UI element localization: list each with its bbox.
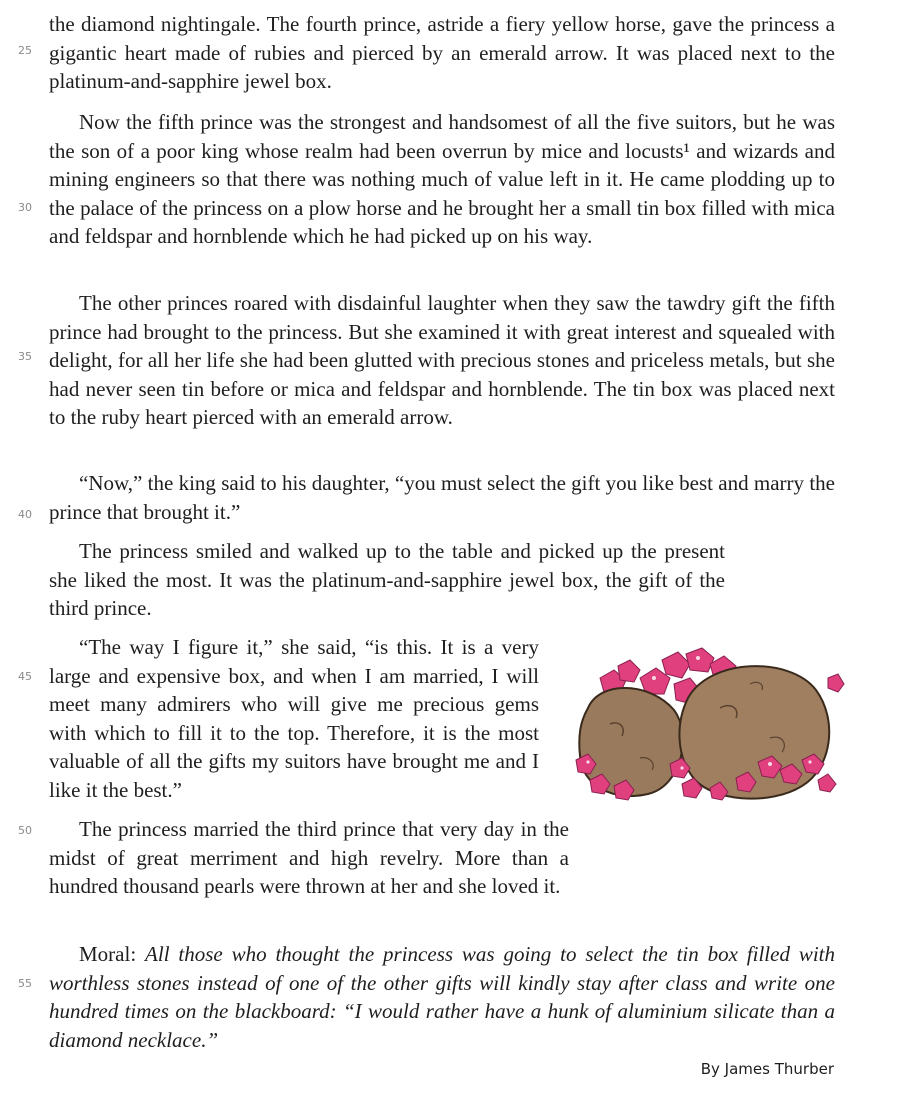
large-potato-rock: [679, 666, 829, 799]
line-number-40: 40: [18, 508, 32, 521]
line-number-50: 50: [18, 824, 32, 837]
paragraph-2: Now the fifth prince was the strongest and handsomest of all the five suitors, but he was the son of a poor king whose realm had been overrun by mice and locusts¹ and wizards and mining engineers so that there was nothing much of value left in it. He came plodding up to the palace of the princess on a plow horse and he brought her a small tin box filled with mica and feldspar and hornblende which he had picked up on his way.: [49, 110, 835, 249]
paragraph-7: The princess married the third prince that very day in the midst of great merriment and high revelry. More than a hundred thousand pearls were thrown at her and she loved it.: [49, 817, 569, 899]
moral-paragraph: [49, 940, 835, 1054]
paragraph-4: “Now,” the king said to his daughter, “you must select the gift you like best and marry the prince that brought it.”: [49, 471, 835, 524]
rocks-and-rubies-illustration: [570, 638, 846, 814]
moral-label: Moral:: [79, 942, 137, 966]
paragraph-3: The other princes roared with disdainful laughter when they saw the tawdry gift the fifth prince had brought to the princess. But she examined it with great interest and squealed with delight, for all her life she had been glutted with precious stones and priceless metals, but she had never seen tin before or mica and feldspar and hornblende. The tin box was placed next to the ruby heart pierced with an emerald arrow.: [49, 291, 835, 430]
line-number-45: 45: [18, 670, 32, 683]
byline: By James Thurber: [700, 1060, 834, 1078]
line-number-35: 35: [18, 350, 32, 363]
line-number-55: 55: [18, 977, 32, 990]
paragraph-6: “The way I figure it,” she said, “is this. It is a very large and expensive box, and when I am married, I will meet many admirers who will give me precious gems with which to fill it to the top. Therefore, it is the most valuable of all the gifts my suitors have brought me and I like it the best.”: [49, 635, 539, 802]
moral-text: All those who thought the princess was going to select the tin box filled with worthless stones instead of one of the other gifts will kindly stay after class and write one hundred times on the blackboard: “I would rather have a hunk of aluminium silicate than a diamond necklace.”: [49, 942, 836, 1052]
paragraph-1: the diamond nightingale. The fourth prince, astride a fiery yellow horse, gave the princess a gigantic heart made of rubies and pierced by an emerald arrow. It was placed next to the platinum-and-sapphire jewel box.: [49, 12, 835, 94]
paragraph-5: The princess smiled and walked up to the table and picked up the present she liked the most. It was the platinum-and-sapphire jewel box, the gift of the third prince.: [49, 539, 725, 621]
line-number-30: 30: [18, 201, 32, 214]
line-number-25: 25: [18, 44, 32, 57]
